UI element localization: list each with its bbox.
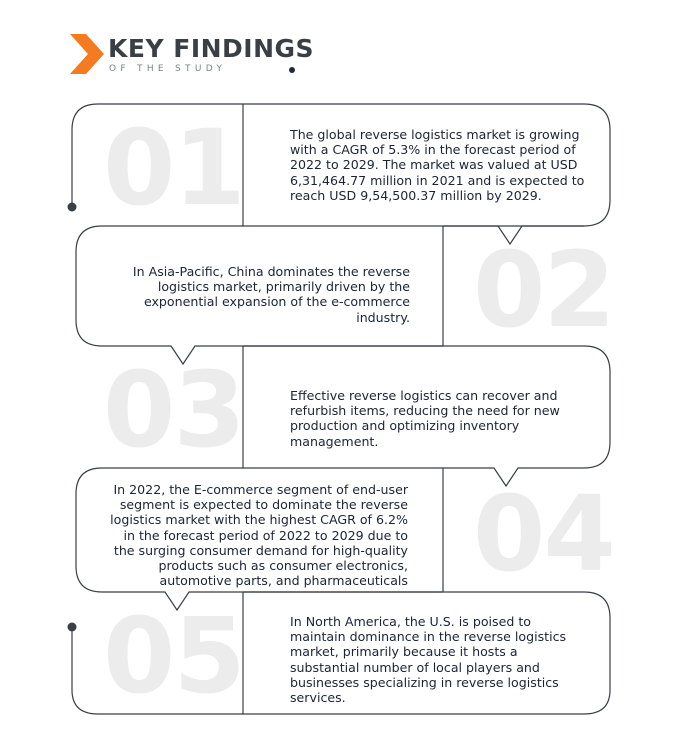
timeline-dot-bottom xyxy=(68,623,77,632)
finding-text-02: In Asia-Pacific, China dominates the reverse logistics market, primarily driven by the exponential expansion of the e-commerce industry. xyxy=(132,264,410,325)
finding-number-01: 01 xyxy=(103,107,244,229)
finding-number-03: 03 xyxy=(103,349,244,471)
finding-text-03: Effective reverse logistics can recover and refurbish items, reducing the need for new production and optimizing inventory management. xyxy=(290,388,560,449)
finding-number-05: 05 xyxy=(103,595,244,717)
finding-text-01: The global reverse logistics market is growing with a CAGR of 5.3% in the forecast period of 2022 to 2029. The market was valued at USD 6,31,464.77 million in 2021 and is expected to reach USD 9,54,500.37 million by 2029. xyxy=(290,127,585,203)
page-title: KEY FINDINGS xyxy=(108,34,315,63)
finding-text-05: In North America, the U.S. is poised to maintain dominance in the reverse logistics market, primarily because it hosts a substantial number of local players and businesses specializing in reverse logistics services. xyxy=(290,614,567,706)
finding-text-04: In 2022, the E-commerce segment of end-user segment is expected to dominate the reverse logistics market with the highest CAGR of 6.2% in the forecast period of 2022 to 2029 due to the surging consumer demand for high-quality products such as consumer electronics, automotive parts, and pharmaceuticals xyxy=(110,482,408,589)
finding-number-02: 02 xyxy=(473,229,614,351)
timeline-dot-top xyxy=(68,203,77,212)
page-subtitle: OF THE STUDY xyxy=(109,64,227,74)
finding-number-04: 04 xyxy=(473,473,614,595)
